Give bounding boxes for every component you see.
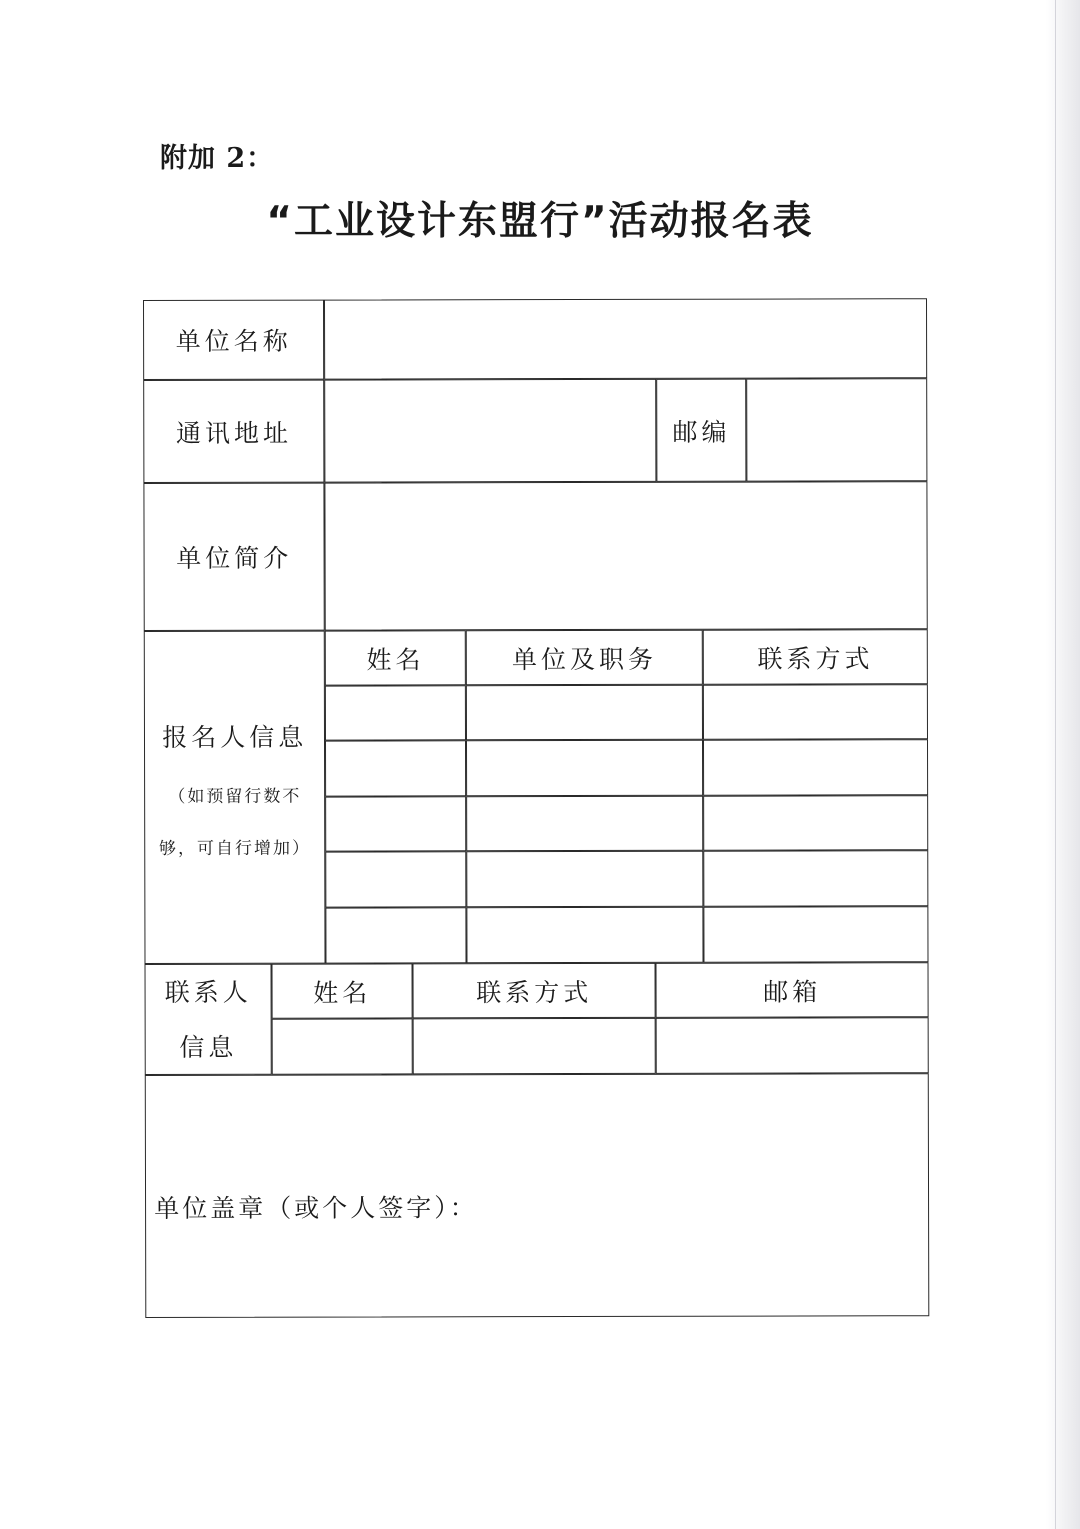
registrant-row-4-unit-position[interactable] <box>466 851 703 908</box>
contact-col-name: 姓名 <box>272 964 413 1019</box>
registrant-row-5-name[interactable] <box>326 907 467 963</box>
seal-signature-area[interactable] <box>145 1073 930 1318</box>
attachment-label: 附加 2： <box>160 143 275 174</box>
address-label: 通讯地址 <box>143 380 324 483</box>
postcode-field[interactable] <box>746 378 927 481</box>
postcode-label: 邮编 <box>656 379 746 482</box>
unit-profile-label: 单位简介 <box>144 483 325 631</box>
address-field[interactable] <box>324 379 656 483</box>
registrant-note-line1: （如预留行数不 <box>168 786 302 807</box>
registrant-row-2-unit-position[interactable] <box>466 740 703 797</box>
registrant-col-name: 姓名 <box>325 630 466 685</box>
contact-col-contact: 联系方式 <box>413 963 656 1019</box>
registrant-note-line2: 够，可自行增加） <box>158 839 311 860</box>
registrant-row-3-unit-position[interactable] <box>466 796 703 852</box>
contact-col-email: 邮箱 <box>656 962 929 1018</box>
registrant-row-1-unit-position[interactable] <box>466 685 703 741</box>
registrant-row-2-contact[interactable] <box>703 739 928 796</box>
registrant-row-3-contact[interactable] <box>703 795 928 851</box>
registrant-row-5-contact[interactable] <box>704 906 929 963</box>
registrant-row-2-name[interactable] <box>325 740 466 796</box>
contact-row-name[interactable] <box>272 1019 413 1075</box>
registration-form-table <box>144 299 930 1319</box>
registrant-row-4-name[interactable] <box>325 851 466 907</box>
registrant-info-label <box>144 631 326 964</box>
registrant-row-3-name[interactable] <box>325 796 466 851</box>
registrant-row-5-unit-position[interactable] <box>467 907 704 964</box>
unit-profile-field[interactable] <box>325 481 928 630</box>
form-title: “工业设计东盟行”活动报名表 <box>266 199 814 244</box>
contact-label-line2: 信息 <box>179 1032 238 1062</box>
registrant-col-unit-position: 单位及职务 <box>466 630 703 686</box>
registrant-row-4-contact[interactable] <box>703 850 928 907</box>
contact-row-email[interactable] <box>656 1017 929 1074</box>
registrant-col-contact: 联系方式 <box>703 629 928 685</box>
registrant-info-title: 报名人信息 <box>162 722 308 753</box>
contact-info-label <box>145 964 272 1075</box>
seal-signature-label: 单位盖章（或个人签字）： <box>154 1193 478 1224</box>
registrant-row-1-name[interactable] <box>325 685 466 740</box>
contact-label-line1: 联系人 <box>164 977 252 1007</box>
unit-name-label: 单位名称 <box>143 300 324 380</box>
registrant-row-1-contact[interactable] <box>703 684 928 740</box>
contact-row-contact[interactable] <box>413 1018 656 1075</box>
unit-name-field[interactable] <box>324 298 927 379</box>
